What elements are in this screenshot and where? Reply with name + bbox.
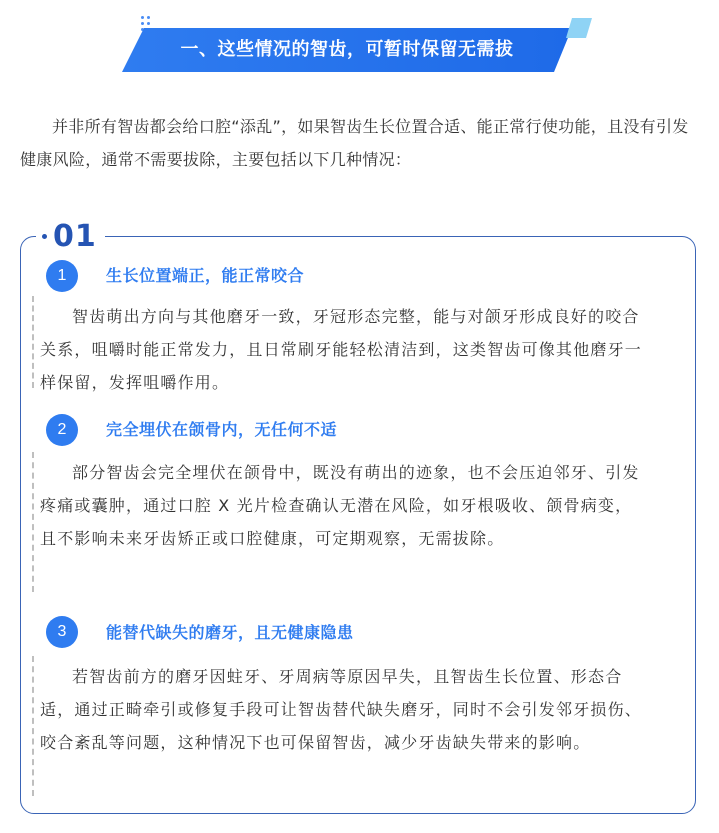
card-number-label — [36, 218, 105, 254]
section-header — [0, 0, 719, 90]
item-number-badge: 2 — [46, 414, 78, 446]
item-body: 若智齿前方的磨牙因蛀牙、牙周病等原因早失，且智齿生长位置、形态合适，通过正畸牵引或修复手段可让智齿替代缺失磨牙，同时不会引发邻牙损伤、咬合紊乱等问题，这种情况下也可保留智齿，减少牙齿缺失带来的影响。 — [40, 667, 643, 752]
dot-icon — [42, 234, 47, 239]
item-body: 部分智齿会完全埋伏在颌骨中，既没有萌出的迹象，也不会压迫邻牙、引发疼痛或囊肿，通过口腔 X 光片检查确认无潜在风险，如牙根吸收、颌骨病变，且不影响未来牙齿矫正或口腔健康，可定期观察，无需拔除。 — [40, 463, 640, 548]
item-number-badge: 1 — [46, 260, 78, 292]
dashed-divider — [32, 656, 34, 796]
item-title: 能替代缺失的磨牙，且无健康隐患 — [106, 623, 354, 642]
dashed-divider — [32, 296, 34, 388]
item-title: 生长位置端正，能正常咬合 — [106, 266, 305, 285]
intro-paragraph: 并非所有智齿都会给口腔“添乱”，如果智齿生长位置合适、能正常行使功能，且没有引发健康风险，通常不需要拔除，主要包括以下几种情况： — [20, 117, 689, 169]
dashed-divider — [32, 452, 34, 592]
card-number: 01 — [53, 218, 97, 254]
item-title: 完全埋伏在颌骨内，无任何不适 — [106, 420, 338, 439]
section-title: 一、这些情况的智齿，可暂时保留无需拔 — [180, 39, 514, 60]
item-number-badge: 3 — [46, 616, 78, 648]
item-body: 智齿萌出方向与其他磨牙一致，牙冠形态完整，能与对颌牙形成良好的咬合关系，咀嚼时能正常发力，且日常刷牙能轻松清洁到，这类智齿可像其他磨牙一样保留，发挥咀嚼作用。 — [40, 307, 643, 392]
